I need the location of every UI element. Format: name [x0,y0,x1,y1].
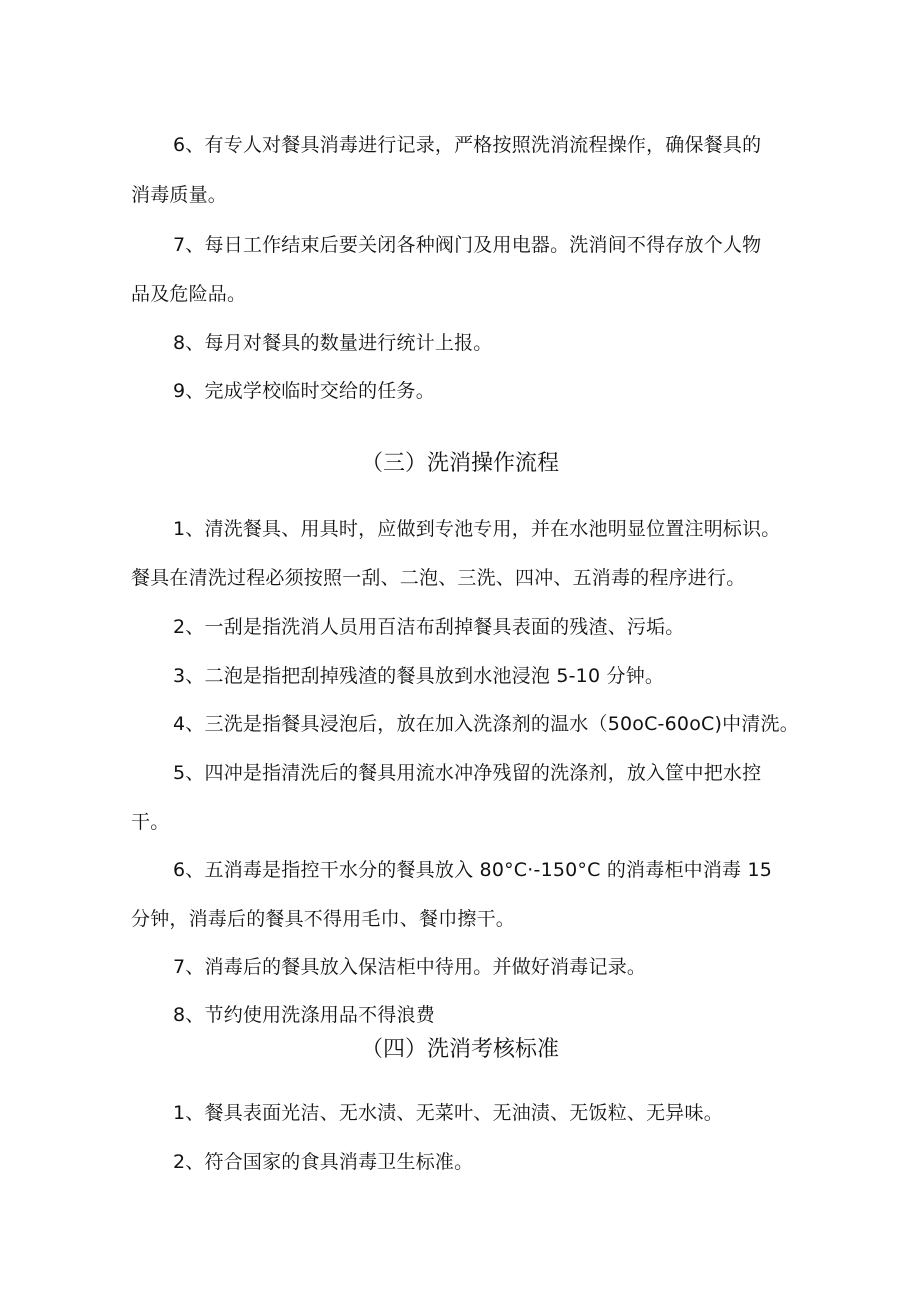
process-item-7: 7、消毒后的餐具放入保洁柜中待用。并做好消毒记录。 [173,956,647,978]
process-item-6-line-1: 6、五消毒是指控干水分的餐具放入 80°C·-150°C 的消毒柜中消毒 15 [173,859,773,881]
standards-item-1: 1、餐具表面光洁、无水渍、无菜叶、无油渍、无饭粒、无异味。 [173,1102,723,1124]
process-item-5-line-1: 5、四冲是指清洗后的餐具用流水冲净残留的洗涤剂，放入筐中把水控 [173,762,762,784]
duty-item-7-line-1: 7、每日工作结束后要关闭各种阀门及用电器。洗消间不得存放个人物 [173,234,762,256]
section-standards-heading: （四）洗消考核标准 [360,1037,559,1062]
process-item-5-line-2: 干。 [131,811,170,833]
process-item-8: 8、节约使用洗涤用品不得浪费 [173,1004,435,1026]
standards-item-2: 2、符合国家的食具消毒卫生标准。 [173,1151,474,1173]
duty-item-8: 8、每月对餐具的数量进行统计上报。 [173,332,493,354]
duty-item-7-line-2: 品及危险品。 [131,283,247,305]
process-item-1-line-1: 1、清洗餐具、用具时，应做到专池专用，并在水池明显位置注明标识。 [173,518,781,540]
duty-item-6-line-1: 6、有专人对餐具消毒进行记录，严格按照洗消流程操作，确保餐具的 [173,134,762,156]
process-item-1-line-2: 餐具在清洗过程必须按照一刮、二泡、三洗、四冲、五消毒的程序进行。 [131,567,746,589]
section-process-heading: （三）洗消操作流程 [360,451,559,476]
duty-item-9: 9、完成学校临时交给的任务。 [173,380,435,402]
process-item-4: 4、三洗是指餐具浸泡后，放在加入洗涤剂的温水（50oC-60oC)中清洗。 [173,713,799,735]
process-item-6-line-2: 分钟，消毒后的餐具不得用毛巾、餐巾擦干。 [131,908,516,930]
process-item-3: 3、二泡是指把刮掉残渣的餐具放到水池浸泡 5-10 分钟。 [173,665,665,687]
duty-item-6-line-2: 消毒质量。 [131,184,228,206]
process-item-2: 2、一刮是指洗消人员用百洁布刮掉餐具表面的残渣、污垢。 [173,616,685,638]
